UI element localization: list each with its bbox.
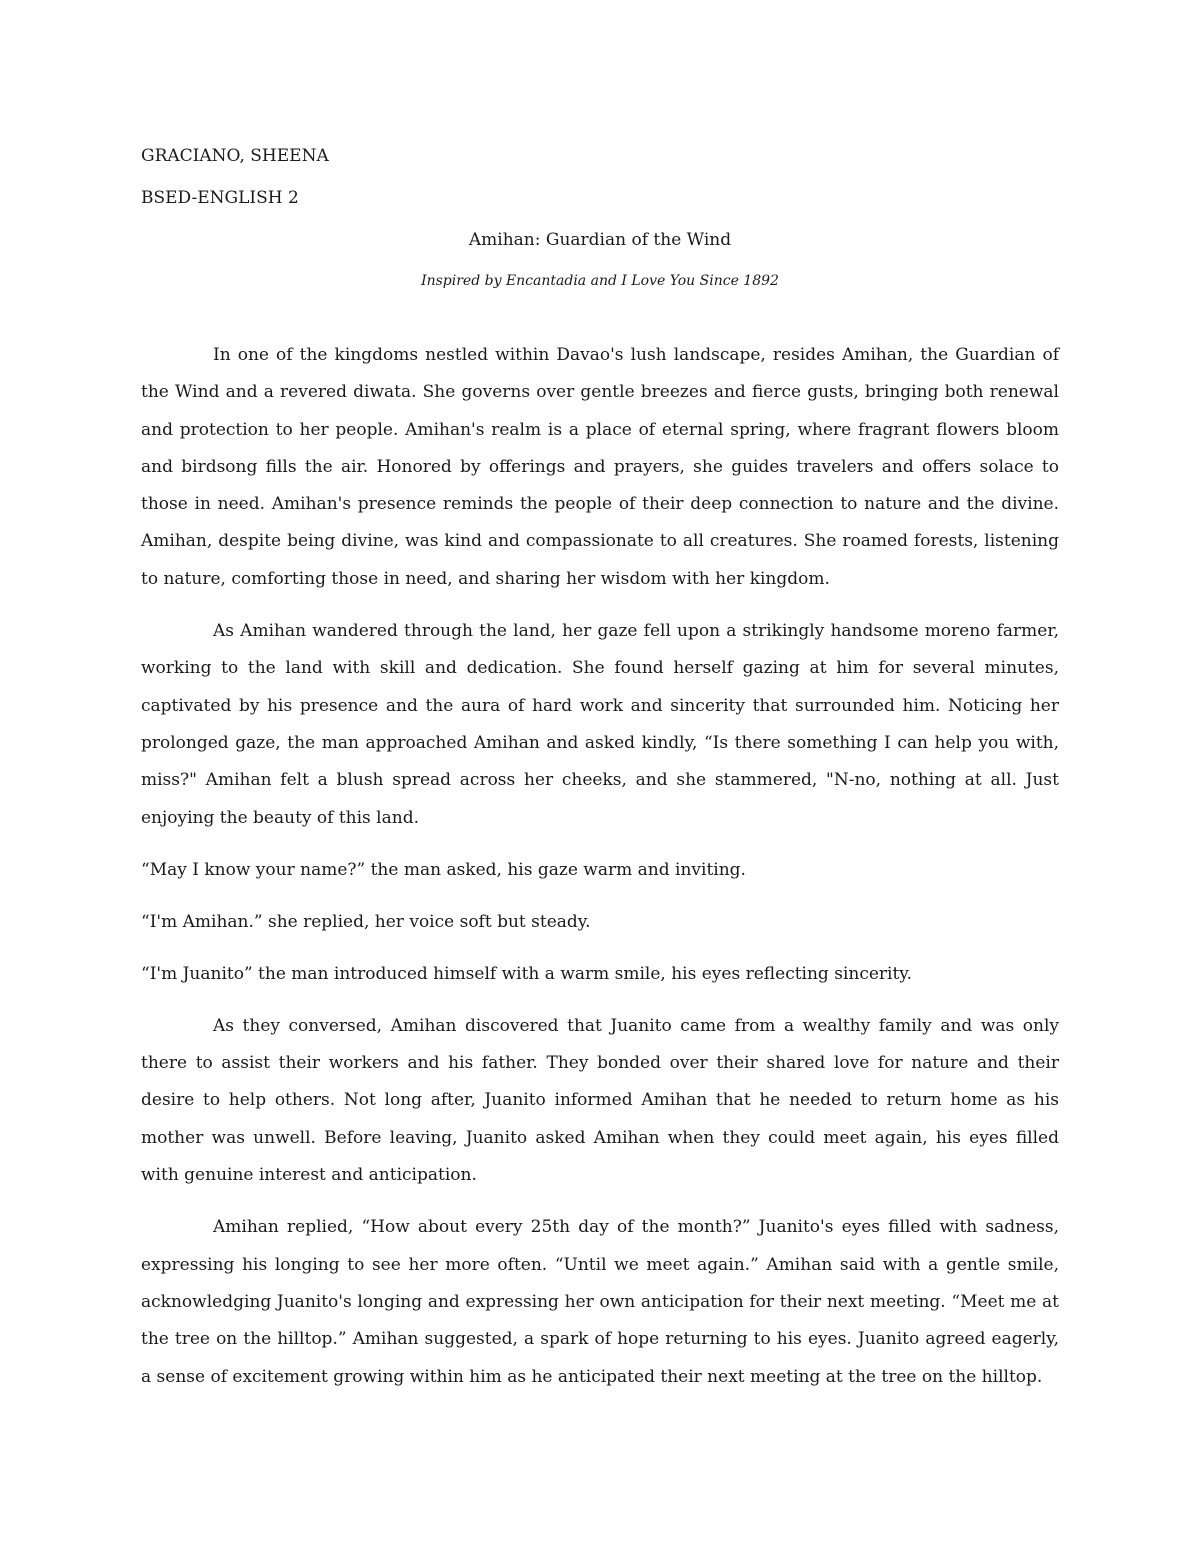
paragraph-4: Amihan replied, “How about every 25th day of the month?” Juanito's eyes filled with sadness, expressing his longing to see her more often. “Until we meet again.” Amihan said with a gentle smile, acknowledging Juanito's longing and expressing her own anticipation for their next meeting. “Meet me at the tree on the hilltop.” Amihan suggested, a spark of hope returning to his eyes. Juanito agreed eagerly, a sense of excitement growing within him as he anticipated their next meeting at the tree on the hilltop. (141, 1217, 1059, 1387)
document-content (141, 138, 1059, 1411)
dialogue-line-2: “I'm Amihan.” she replied, her voice soft but steady. (141, 911, 591, 932)
document-subtitle: Inspired by Encantadia and I Love You Since 1892 (421, 273, 779, 289)
dialogue-line-1: “May I know your name?” the man asked, his gaze warm and inviting. (141, 859, 746, 880)
document-title: Amihan: Guardian of the Wind (468, 230, 732, 250)
author-name: GRACIANO, SHEENA (141, 146, 329, 166)
paragraph-2: As Amihan wandered through the land, her gaze fell upon a strikingly handsome moreno farmer, working to the land with skill and dedication. She found herself gazing at him for several minutes, captivated by his presence and the aura of hard work and sincerity that surrounded him. Noticing her prolonged gaze, the man approached Amihan and asked kindly, “Is there something I can help you with, miss?" Amihan felt a blush spread across her cheeks, and she stammered, "N-no, nothing at all. Just enjoying the beauty of this land. (141, 621, 1059, 828)
paragraph-3: As they conversed, Amihan discovered that Juanito came from a wealthy family and was only there to assist their workers and his father. They bonded over their shared love for nature and their desire to help others. Not long after, Juanito informed Amihan that he needed to return home as his mother was unwell. Before leaving, Juanito asked Amihan when they could meet again, his eyes filled with genuine interest and anticipation. (141, 1015, 1059, 1186)
dialogue-line-3: “I'm Juanito” the man introduced himself with a warm smile, his eyes reflecting sincerity. (141, 963, 913, 984)
course-name: BSED-ENGLISH 2 (141, 188, 299, 208)
paragraph-1: In one of the kingdoms nestled within Davao's lush landscape, resides Amihan, the Guardian of the Wind and a revered diwata. She governs over gentle breezes and fierce gusts, bringing both renewal and protection to her people. Amihan's realm is a place of eternal spring, where fragrant flowers bloom and birdsong fills the air. Honored by offerings and prayers, she guides travelers and offers solace to those in need. Amihan's presence reminds the people of their deep connection to nature and the divine. Amihan, despite being divine, was kind and compassionate to all creatures. She roamed forests, listening to nature, comforting those in need, and sharing her wisdom with her kingdom. (141, 345, 1059, 589)
